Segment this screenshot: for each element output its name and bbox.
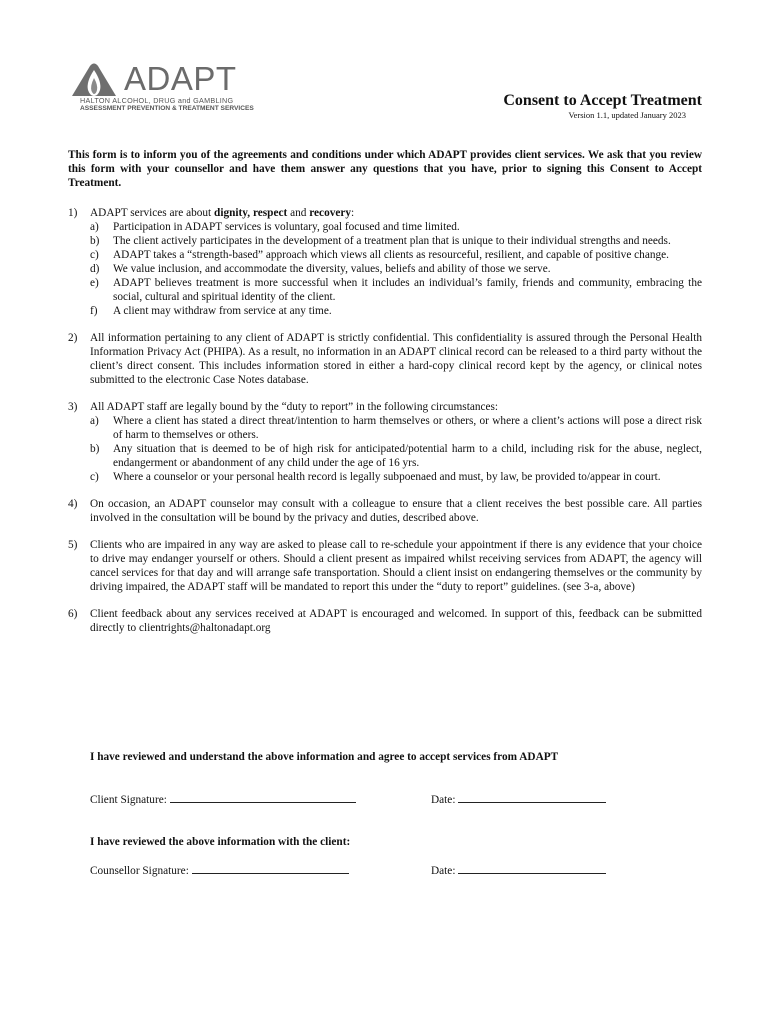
section-4: 4) On occasion, an ADAPT counselor may consult with a colleague to ensure that a client receives the best possible care. All parties involved in the consultation will be bound by the privacy and duties, described above. xyxy=(68,498,702,524)
list-item: b) Any situation that is deemed to be of high risk for anticipated/potential harm to a child, including risk for the abuse, neglect, endangerment or abandonment of any child under the age of 16 yrs. xyxy=(90,443,702,469)
client-signature-row xyxy=(90,792,356,806)
agreement-statement: I have reviewed and understand the above information and agree to accept services from ADAPT xyxy=(90,751,559,763)
flame-drop-icon xyxy=(68,62,128,98)
section-5: 5) Clients who are impaired in any way are asked to please call to re-schedule your appointment if there is any evidence that your choice to drive may endanger yourself or others. Should a client present as impaired whilst receiving services from ADAPT, the agency will cancel services for that day and will arrange safe transportation. Should a client insist on endangering themselves or the community by driving impaired, the ADAPT staff will be mandated to report this under the “duty to report” guidelines. (see 3-a, above) xyxy=(68,539,702,593)
client-signature-label: Client Signature: xyxy=(90,794,167,806)
section-1-heading: ADAPT services are about dignity, respect and recovery: xyxy=(90,207,355,219)
client-date-field[interactable] xyxy=(458,792,606,803)
list-item: e) ADAPT believes treatment is more successful when it includes an individual’s family, friends and community, embracing the social, cultural and spiritual identity of the client. xyxy=(90,277,702,303)
counsellor-signature-field[interactable] xyxy=(192,863,349,874)
section-6-text: Client feedback about any services received at ADAPT is encouraged and welcomed. In support of this, feedback can be submitted directly to clientrights@haltonadapt.org xyxy=(90,608,702,634)
logo-subtitle-1: HALTON ALCOHOL, DRUG and GAMBLING xyxy=(80,96,234,105)
section-number: 1) xyxy=(68,207,78,219)
client-date-label: Date: xyxy=(431,794,456,806)
list-item: b) The client actively participates in the development of a treatment plan that is unique to their individual strengths and needs. xyxy=(90,235,671,247)
list-item: a) Participation in ADAPT services is voluntary, goal focused and time limited. xyxy=(90,221,460,233)
client-signature-field[interactable] xyxy=(170,792,356,803)
counsellor-date-label: Date: xyxy=(431,865,456,877)
section-4-text: On occasion, an ADAPT counselor may consult with a colleague to ensure that a client receives the best possible care. All parties involved in the consultation will be bound by the privacy and duties, described above. xyxy=(90,498,702,524)
section-2-text: All information pertaining to any client of ADAPT is strictly confidential. This confidentiality is assured through the Personal Health Information Privacy Act (PHIPA). As a result, no information in an ADAPT clinical record can be released to a third party without the client’s direct consent. This includes information stored in either a hard-copy clinical record kept by the agency, or clinical notes submitted to the electronic Case Notes database. xyxy=(90,332,702,386)
counsellor-review-statement: I have reviewed the above information with the client: xyxy=(90,836,351,848)
adapt-logo xyxy=(68,62,268,122)
logo-wordmark: ADAPT xyxy=(124,60,237,97)
section-5-text: Clients who are impaired in any way are asked to please call to re-schedule your appointment if there is any evidence that your choice to drive may endanger yourself or others. Should a client present as impaired whilst receiving services from ADAPT, the agency will cancel services for that day and will arrange safe transportation. Should a client insist on endangering themselves or the community by driving impaired, the ADAPT staff will be mandated to report this under the “duty to report” guidelines. (see 3-a, above) xyxy=(90,539,702,593)
version-note: Version 1.1, updated January 2023 xyxy=(568,110,686,120)
counsellor-signature-label: Counsellor Signature: xyxy=(90,865,189,877)
section-1 xyxy=(68,206,702,318)
list-item: c) ADAPT takes a “strength-based” approach which views all clients as resourceful, resilient, and capable of positive change. xyxy=(90,249,669,261)
list-item: d) We value inclusion, and accommodate the diversity, values, beliefs and ability of those we serve. xyxy=(90,263,551,275)
list-item: a) Where a client has stated a direct threat/intention to harm themselves or others, or where a client’s actions will pose a direct risk of harm to themselves or others. xyxy=(90,415,702,441)
logo-subtitle-2: ASSESSMENT PREVENTION & TREATMENT SERVICES xyxy=(80,105,254,112)
conditions-list xyxy=(68,206,702,648)
intro-paragraph: This form is to inform you of the agreements and conditions under which ADAPT provides client services. We ask that you review this form with your counsellor and have them answer any questions that you have, prior to signing this Consent to Accept Treatment. xyxy=(68,149,702,189)
section-3: 3) All ADAPT staff are legally bound by the “duty to report” in the following circumstances: a) Where a client has stated a direct threat/intention to harm themselves or others, or where a client’s actions will pose a direct risk of harm to themselves or others. b) Any situation that is deemed to be of high risk for anticipated/potential harm to a child, including risk for the abuse, neglect, endangerment or abandonment of any child under the age of 16 yrs. c) Where a counselor or your personal health record is legally subpoenaed and must, by law, be provided to/appear in court. xyxy=(68,401,702,483)
document-title: Consent to Accept Treatment xyxy=(503,92,702,109)
counsellor-date-field[interactable] xyxy=(458,863,606,874)
section-2: 2) All information pertaining to any client of ADAPT is strictly confidential. This confidentiality is assured through the Personal Health Information Privacy Act (PHIPA). As a result, no information in an ADAPT clinical record can be released to a third party without the client’s direct consent. This includes information stored in either a hard-copy clinical record kept by the agency, or clinical notes submitted to the electronic Case Notes database. xyxy=(68,332,702,386)
counsellor-signature-row xyxy=(90,863,349,877)
counsellor-date-row xyxy=(431,863,606,877)
client-date-row xyxy=(431,792,606,806)
list-item: c) Where a counselor or your personal health record is legally subpoenaed and must, by law, be provided to/appear in court. xyxy=(90,471,661,483)
section-6: 6) Client feedback about any services received at ADAPT is encouraged and welcomed. In support of this, feedback can be submitted directly to clientrights@haltonadapt.org xyxy=(68,608,702,634)
list-item: f) A client may withdraw from service at any time. xyxy=(90,305,332,317)
section-3-heading: All ADAPT staff are legally bound by the “duty to report” in the following circumstances: xyxy=(90,401,499,413)
